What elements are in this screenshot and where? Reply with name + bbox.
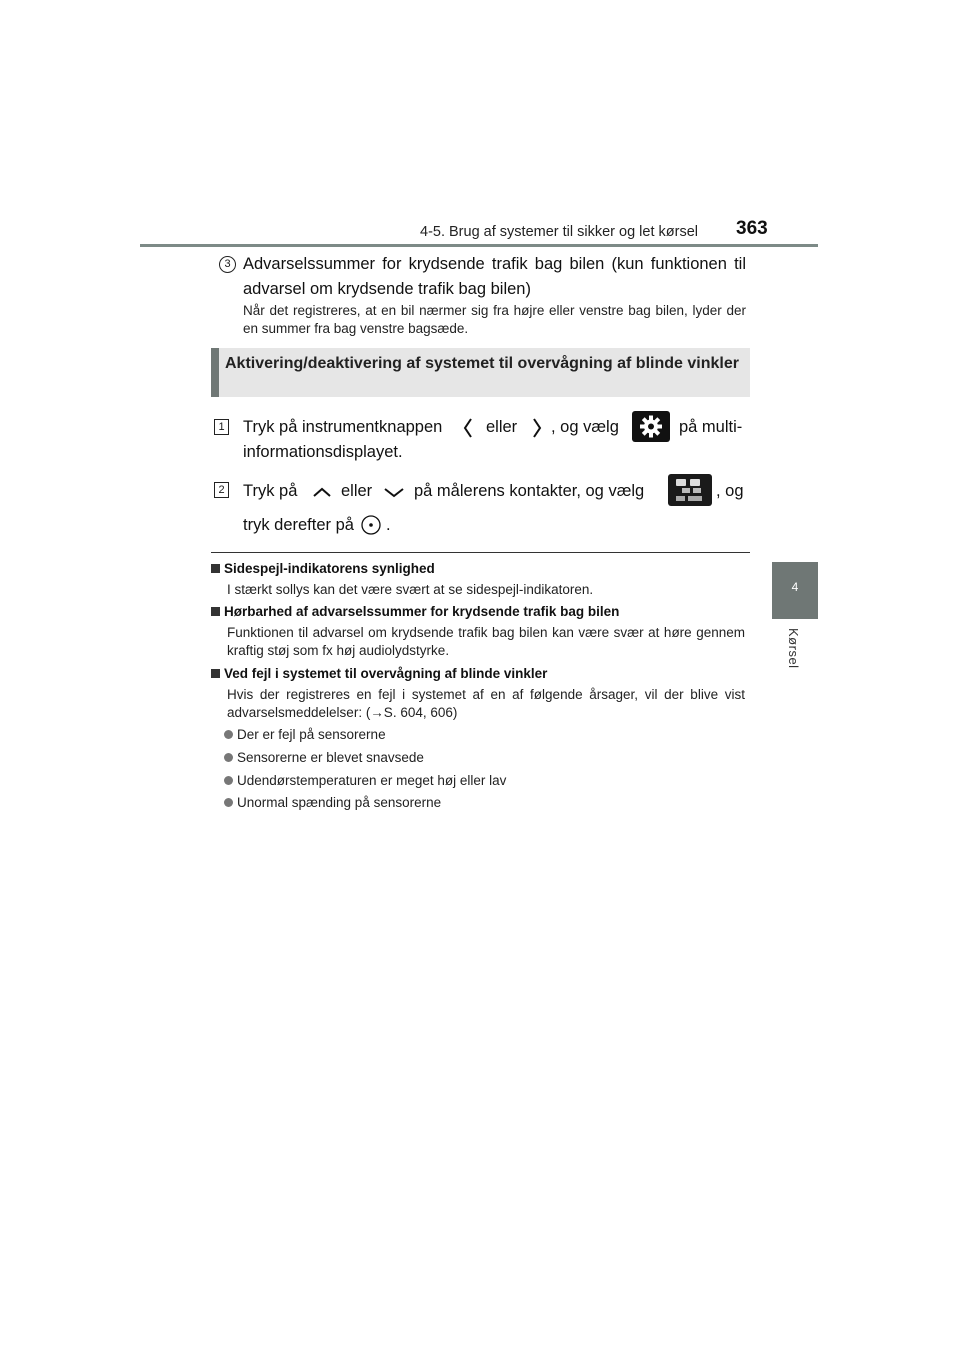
step-1-text-d: på multi- — [679, 418, 743, 436]
section-heading-box — [211, 348, 750, 397]
note-bullet-square — [211, 607, 220, 616]
step-2-text-b: eller — [341, 482, 373, 500]
step-1-text-b: eller — [486, 418, 518, 436]
step-1-text-e: informationsdisplayet. — [243, 443, 403, 461]
chapter-label-wrap — [782, 628, 810, 688]
settings-gear-icon — [632, 411, 670, 442]
chevron-down-icon — [383, 486, 405, 498]
item-3-title: Advarselssummer for krydsende trafik bag bilen (kun funktionen til advarsel om krydsende trafik bag bilen) — [243, 255, 746, 298]
list-item: Unormal spænding på sensorerne — [224, 795, 441, 810]
note-2-heading: Hørbarhed af advarselssummer for krydsende trafik bag bilen — [211, 604, 619, 619]
chapter-number: 4 — [791, 580, 799, 594]
step-1-text-a: Tryk på instrumentknappen — [243, 418, 443, 436]
chevron-left-icon — [462, 417, 474, 439]
header-rule — [140, 244, 818, 247]
note-bullet-square — [211, 564, 220, 573]
step-2-text-e: tryk derefter på — [243, 516, 354, 534]
notes-divider — [211, 552, 750, 553]
note-1-heading: Sidespejl-indikatorens synlighed — [211, 561, 435, 576]
step-1-text-c: , og vælg — [551, 418, 619, 436]
chapter-tab — [772, 562, 818, 619]
bullet-dot — [224, 730, 233, 739]
step-2-text-c: på målerens kontakter, og vælg — [414, 482, 645, 500]
bullet-dot — [224, 798, 233, 807]
bullet-dot — [224, 753, 233, 762]
section-heading: Aktivering/deaktivering af systemet til overvågning af blinde vinkler — [225, 355, 739, 372]
note-3-text: Hvis der registreres en fejl i systemet af en af følgende årsager, vil der blive vist advarselsmeddelelser: (→S. 604, 606) — [227, 687, 745, 720]
list-item: Udendørstemperaturen er meget høj eller lav — [224, 773, 506, 788]
note-2-text: Funktionen til advarsel om krydsende trafik bag bilen kan være svær at høre gennem kraftig støj som fx høj audiolydstyrke. — [227, 625, 745, 658]
item-marker-3: 3 — [219, 256, 236, 273]
list-item: Der er fejl på sensorerne — [224, 727, 386, 742]
step-2-text-f: . — [386, 516, 391, 534]
chevron-right-icon — [531, 417, 543, 439]
step-marker-1: 1 — [214, 419, 229, 435]
section-title: 4-5. Brug af systemer til sikker og let kørsel — [420, 224, 698, 240]
chapter-label: Kørsel — [786, 628, 801, 669]
item-3-body: Når det registreres, at en bil nærmer sig fra højre eller venstre bag bilen, lyder der en summer fra bag venstre bagsæde. — [243, 303, 746, 336]
bsm-display-icon — [668, 474, 712, 506]
step-2-text-a: Tryk på — [243, 482, 298, 500]
step-marker-2: 2 — [214, 482, 229, 498]
list-item: Sensorerne er blevet snavsede — [224, 750, 424, 765]
section-heading-bar — [211, 348, 219, 397]
chevron-up-icon — [312, 486, 332, 498]
note-1-text: I stærkt sollys kan det være svært at se sidespejl-indikatoren. — [227, 582, 594, 597]
ok-button-icon — [360, 514, 382, 536]
note-3-heading: Ved fejl i systemet til overvågning af blinde vinkler — [211, 666, 547, 681]
note-bullet-square — [211, 669, 220, 678]
bullet-dot — [224, 776, 233, 785]
page-number: 363 — [736, 218, 768, 239]
step-2-text-d: , og — [716, 482, 744, 500]
